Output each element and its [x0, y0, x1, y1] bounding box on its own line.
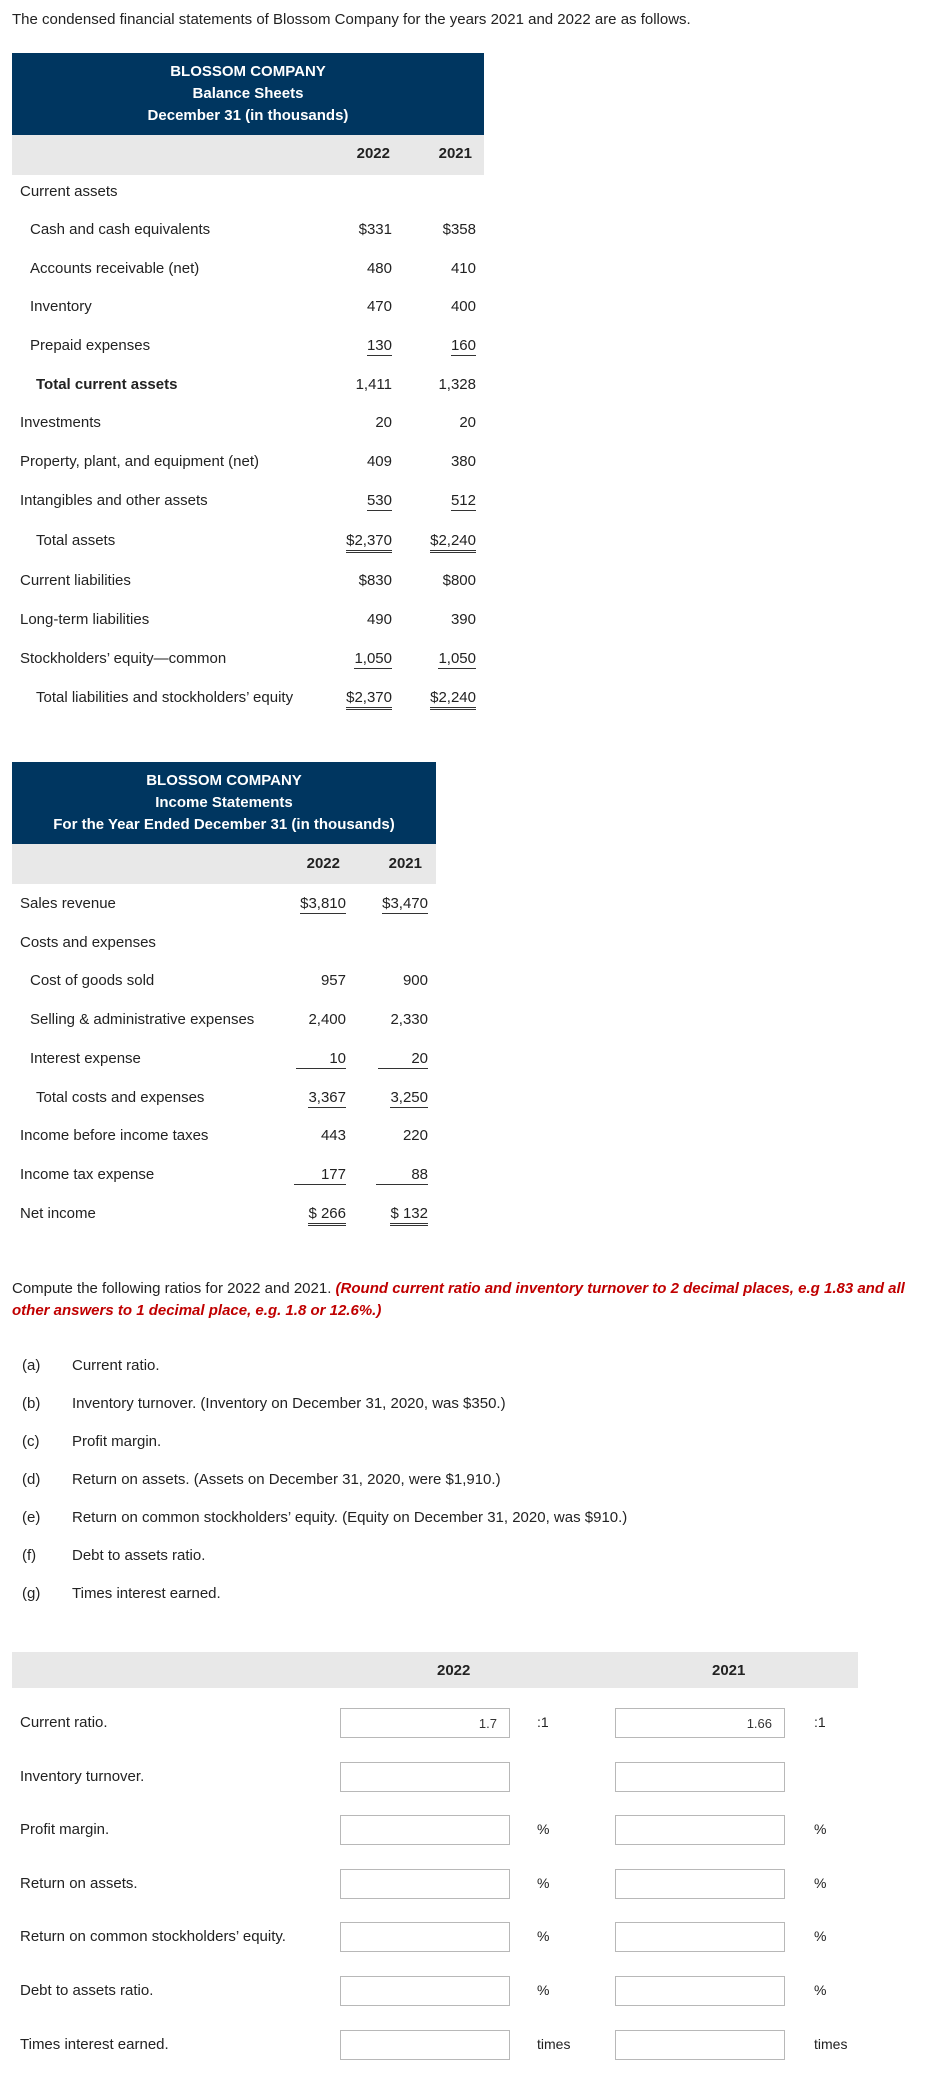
- is-ibt-2022: 443: [320, 1127, 346, 1144]
- question-text: Profit margin.: [72, 1433, 162, 1450]
- answer-label-profit-margin: Profit margin.: [20, 1821, 110, 1838]
- income-statement-col-2021: 2021: [388, 855, 422, 872]
- bs-cash-2021: $358: [442, 221, 476, 238]
- balance-sheet-date: December 31 (in thousands): [147, 107, 349, 124]
- is-interest-2021: 20: [378, 1050, 428, 1069]
- bs-cl-2021: $800: [442, 572, 476, 589]
- debt-to-assets-2021-input[interactable]: [615, 1976, 785, 2006]
- unit-label: %: [814, 1821, 827, 1837]
- is-net-income-2021: $ 132: [390, 1205, 428, 1226]
- income-statement-col-2022: 2022: [306, 855, 340, 872]
- is-label-selling-admin: Selling & administrative expenses: [30, 1011, 255, 1028]
- unit-label: %: [814, 1928, 827, 1944]
- is-label-total-costs: Total costs and expenses: [36, 1089, 205, 1106]
- question-letter: (d): [22, 1471, 41, 1488]
- bs-ltl-2021: 390: [450, 611, 476, 628]
- bs-label-total-current-assets: Total current assets: [36, 376, 178, 393]
- instructions: [12, 1278, 937, 1322]
- inventory-turnover-2022-input[interactable]: [340, 1762, 510, 1792]
- question-text: Inventory turnover. (Inventory on December 31, 2020, was $350.): [72, 1395, 506, 1412]
- bs-ppe-2022: 409: [366, 453, 392, 470]
- bs-tca-2021: 1,328: [438, 376, 476, 393]
- bs-ar-2021: 410: [450, 260, 476, 277]
- unit-label: %: [537, 1875, 550, 1891]
- unit-label: :1: [814, 1714, 826, 1730]
- bs-cash-2022: $331: [358, 221, 392, 238]
- bs-label-total-liabilities-equity: Total liabilities and stockholders’ equity: [36, 689, 294, 706]
- is-interest-2022: 10: [296, 1050, 346, 1069]
- question-letter: (b): [22, 1395, 41, 1412]
- is-cogs-2021: 900: [402, 972, 428, 989]
- bs-label-accounts-receivable: Accounts receivable (net): [30, 260, 200, 277]
- is-label-interest-expense: Interest expense: [30, 1050, 141, 1067]
- question-letter: (f): [22, 1547, 37, 1564]
- income-statement-period: For the Year Ended December 31 (in thousands): [53, 816, 395, 833]
- income-statement-title: Income Statements: [155, 794, 293, 811]
- answer-label-current-ratio: Current ratio.: [20, 1714, 108, 1731]
- question-letter: (c): [22, 1433, 40, 1450]
- balance-sheet-title: Balance Sheets: [192, 85, 304, 102]
- income-statement-header: [12, 762, 436, 844]
- intro-text: The condensed financial statements of Blossom Company for the years 2021 and 2022 are as follows.: [12, 11, 691, 28]
- bs-label-cash: Cash and cash equivalents: [30, 221, 211, 238]
- is-ibt-2021: 220: [402, 1127, 428, 1144]
- return-on-equity-2022-input[interactable]: [340, 1922, 510, 1952]
- bs-label-current-assets: Current assets: [20, 183, 118, 200]
- answer-label-debt-to-assets: Debt to assets ratio.: [20, 1982, 154, 1999]
- debt-to-assets-2022-input[interactable]: [340, 1976, 510, 2006]
- bs-inventory-2022: 470: [366, 298, 392, 315]
- unit-label: %: [537, 1928, 550, 1944]
- is-total-costs-2022: 3,367: [308, 1089, 346, 1106]
- question-text: Times interest earned.: [72, 1585, 221, 1602]
- answer-label-return-on-assets: Return on assets.: [20, 1875, 138, 1892]
- is-label-income-before-taxes: Income before income taxes: [20, 1127, 209, 1144]
- unit-label: %: [537, 1821, 550, 1837]
- question-text: Current ratio.: [72, 1357, 160, 1374]
- is-sales-2022: $3,810: [300, 895, 346, 912]
- return-on-assets-2022-input[interactable]: [340, 1869, 510, 1899]
- is-total-costs-2021: 3,250: [390, 1089, 428, 1106]
- bs-ppe-2021: 380: [450, 453, 476, 470]
- instructions-main: Compute the following ratios for 2022 and 2021.: [12, 1280, 336, 1297]
- unit-label: %: [814, 1875, 827, 1891]
- unit-label: %: [537, 1982, 550, 1998]
- is-tax-2022: 177: [294, 1166, 346, 1185]
- bs-tca-2022: 1,411: [355, 376, 392, 393]
- answer-col-2021: 2021: [712, 1662, 746, 1679]
- bs-intangibles-2022: 530: [366, 492, 392, 509]
- bs-investments-2021: 20: [459, 414, 476, 431]
- profit-margin-2021-input[interactable]: [615, 1815, 785, 1845]
- question-text: Return on assets. (Assets on December 31, 2020, were $1,910.): [72, 1471, 501, 1488]
- is-label-income-tax: Income tax expense: [20, 1166, 155, 1183]
- answer-label-inventory-turnover: Inventory turnover.: [20, 1768, 145, 1785]
- bs-label-long-term-liabilities: Long-term liabilities: [20, 611, 150, 628]
- bs-label-investments: Investments: [20, 414, 101, 431]
- is-label-costs-expenses: Costs and expenses: [20, 934, 156, 951]
- question-letter: (e): [22, 1509, 41, 1526]
- bs-label-prepaid: Prepaid expenses: [30, 337, 151, 354]
- current-ratio-2021-input[interactable]: [615, 1708, 785, 1738]
- bs-investments-2022: 20: [375, 414, 392, 431]
- bs-cl-2022: $830: [358, 572, 392, 589]
- answer-col-2022: 2022: [437, 1662, 471, 1679]
- bs-label-inventory: Inventory: [30, 298, 92, 315]
- bs-equity-2022: 1,050: [354, 650, 392, 667]
- is-cogs-2022: 957: [320, 972, 346, 989]
- balance-sheet-header: [12, 53, 484, 135]
- bs-total-assets-2022: $2,370: [346, 532, 392, 553]
- is-label-cogs: Cost of goods sold: [30, 972, 155, 989]
- question-letter: (g): [22, 1585, 41, 1602]
- bs-label-ppe: Property, plant, and equipment (net): [20, 453, 260, 470]
- question-letter: (a): [22, 1357, 41, 1374]
- times-interest-earned-2022-input[interactable]: [340, 2030, 510, 2060]
- balance-sheet-col-2021: 2021: [438, 145, 472, 162]
- bs-prepaid-2021: 160: [450, 337, 476, 354]
- bs-label-total-assets: Total assets: [36, 532, 116, 549]
- is-label-net-income: Net income: [20, 1205, 96, 1222]
- balance-sheet-company: BLOSSOM COMPANY: [170, 63, 326, 80]
- inventory-turnover-2021-input[interactable]: [615, 1762, 785, 1792]
- is-net-income-2022: $ 266: [308, 1205, 346, 1226]
- bs-total-le-2022: $2,370: [346, 689, 392, 710]
- unit-label: times: [814, 2036, 848, 2052]
- bs-ltl-2022: 490: [366, 611, 392, 628]
- is-tax-2021: 88: [376, 1166, 428, 1185]
- answer-label-return-on-equity: Return on common stockholders’ equity.: [20, 1928, 286, 1945]
- bs-ar-2022: 480: [366, 260, 392, 277]
- is-label-sales-revenue: Sales revenue: [20, 895, 116, 912]
- bs-intangibles-2021: 512: [450, 492, 476, 509]
- current-ratio-2022-input[interactable]: [340, 1708, 510, 1738]
- bs-total-assets-2021: $2,240: [430, 532, 476, 553]
- bs-inventory-2021: 400: [450, 298, 476, 315]
- return-on-equity-2021-input[interactable]: [615, 1922, 785, 1952]
- is-selling-admin-2021: 2,330: [390, 1011, 428, 1028]
- profit-margin-2022-input[interactable]: [340, 1815, 510, 1845]
- bs-label-intangibles: Intangibles and other assets: [20, 492, 208, 509]
- income-statement-company: BLOSSOM COMPANY: [146, 772, 302, 789]
- answer-label-times-interest-earned: Times interest earned.: [20, 2036, 169, 2053]
- bs-prepaid-2022: 130: [366, 337, 392, 354]
- return-on-assets-2021-input[interactable]: [615, 1869, 785, 1899]
- unit-label: %: [814, 1982, 827, 1998]
- is-selling-admin-2022: 2,400: [308, 1011, 346, 1028]
- bs-equity-2021: 1,050: [438, 650, 476, 667]
- bs-total-le-2021: $2,240: [430, 689, 476, 710]
- instructions-rounding: (Round current ratio and inventory turnover to 2 decimal places, e.g 1.83 and all other answers to 1 decimal place, e.g. 1.8 or 12.6%.): [12, 1280, 905, 1319]
- unit-label: :1: [537, 1714, 549, 1730]
- question-text: Return on common stockholders’ equity. (Equity on December 31, 2020, was $910.): [72, 1509, 628, 1526]
- bs-label-current-liabilities: Current liabilities: [20, 572, 131, 589]
- is-sales-2021: $3,470: [382, 895, 428, 912]
- times-interest-earned-2021-input[interactable]: [615, 2030, 785, 2060]
- unit-label: times: [537, 2036, 571, 2052]
- balance-sheet-col-2022: 2022: [356, 145, 390, 162]
- bs-label-equity: Stockholders’ equity—common: [20, 650, 227, 667]
- question-text: Debt to assets ratio.: [72, 1547, 206, 1564]
